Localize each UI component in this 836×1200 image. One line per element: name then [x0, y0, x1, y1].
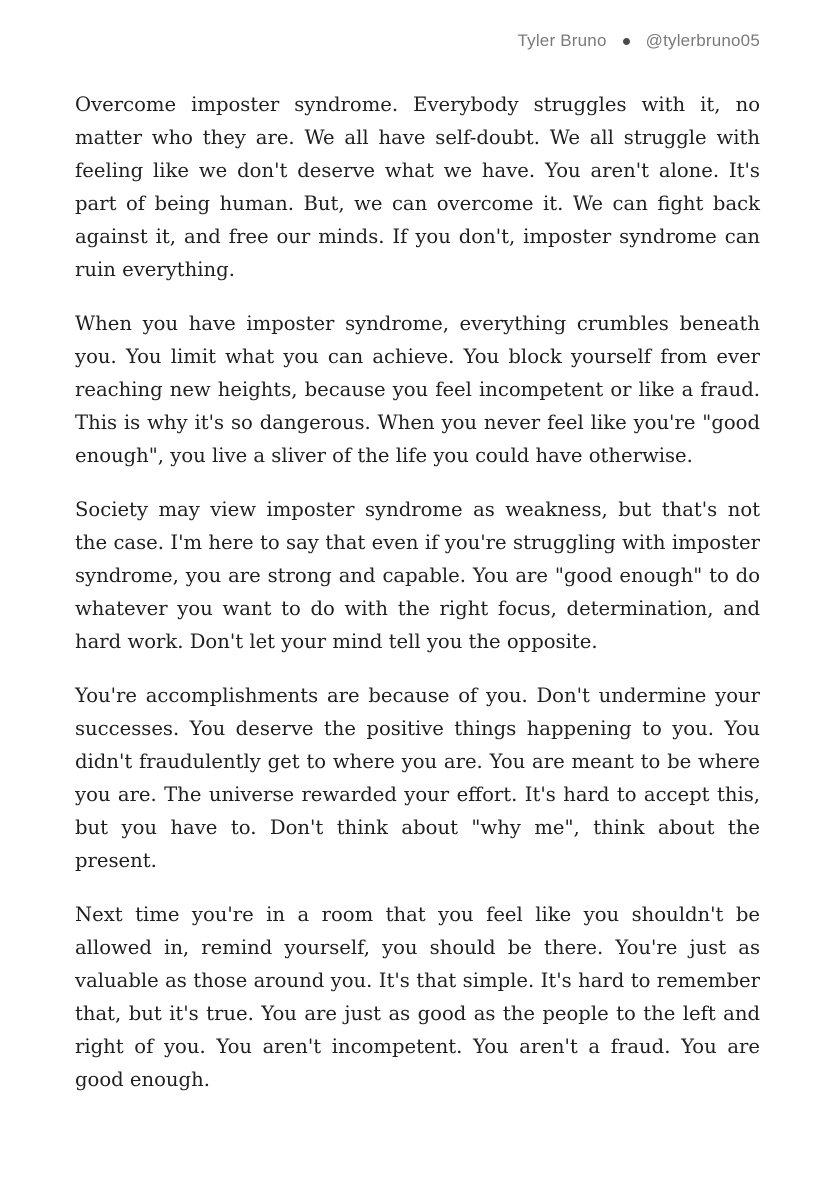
- paragraph-2: When you have imposter syndrome, everything crumbles beneath you. You limit what you can achieve. You block yourself from ever reaching new heights, because you feel incompetent or like a fraud. This is why it's so dangerous. When you never feel like you're "good enough", you live a sliver of the life you could have otherwise.: [75, 312, 760, 467]
- bullet-separator-icon: [623, 38, 630, 45]
- paragraph-4: You're accomplishments are because of you. Don't undermine your successes. You deserve the positive things happening to you. You didn't fraudulently get to where you are. You are meant to be where you are. The universe rewarded your effort. It's hard to accept this, but you have to. Don't think about "why me", think about the present.: [75, 684, 760, 872]
- author-name: Tyler Bruno: [517, 31, 607, 50]
- paragraph-3: Society may view imposter syndrome as weakness, but that's not the case. I'm here to say that even if you're struggling with imposter syndrome, you are strong and capable. You are "good enough" to do whatever you want to do with the right focus, determination, and hard work. Don't let your mind tell you the opposite.: [75, 498, 760, 653]
- paragraph-1: Overcome imposter syndrome. Everybody struggles with it, no matter who they are. We all have self-doubt. We all struggle with feeling like we don't deserve what we have. You aren't alone. It's part of being human. But, we can overcome it. We can fight back against it, and free our minds. If you don't, imposter syndrome can ruin everything.: [75, 93, 760, 281]
- author-handle: @tylerbruno05: [645, 31, 760, 50]
- paragraph-5: Next time you're in a room that you feel like you shouldn't be allowed in, remind yourself, you should be there. You're just as valuable as those around you. It's that simple. It's hard to remember that, but it's true. You are just as good as the people to the left and right of you. You aren't incompetent. You aren't a fraud. You are good enough.: [75, 903, 760, 1091]
- author-header: [517, 31, 760, 51]
- article-body: [75, 88, 760, 1117]
